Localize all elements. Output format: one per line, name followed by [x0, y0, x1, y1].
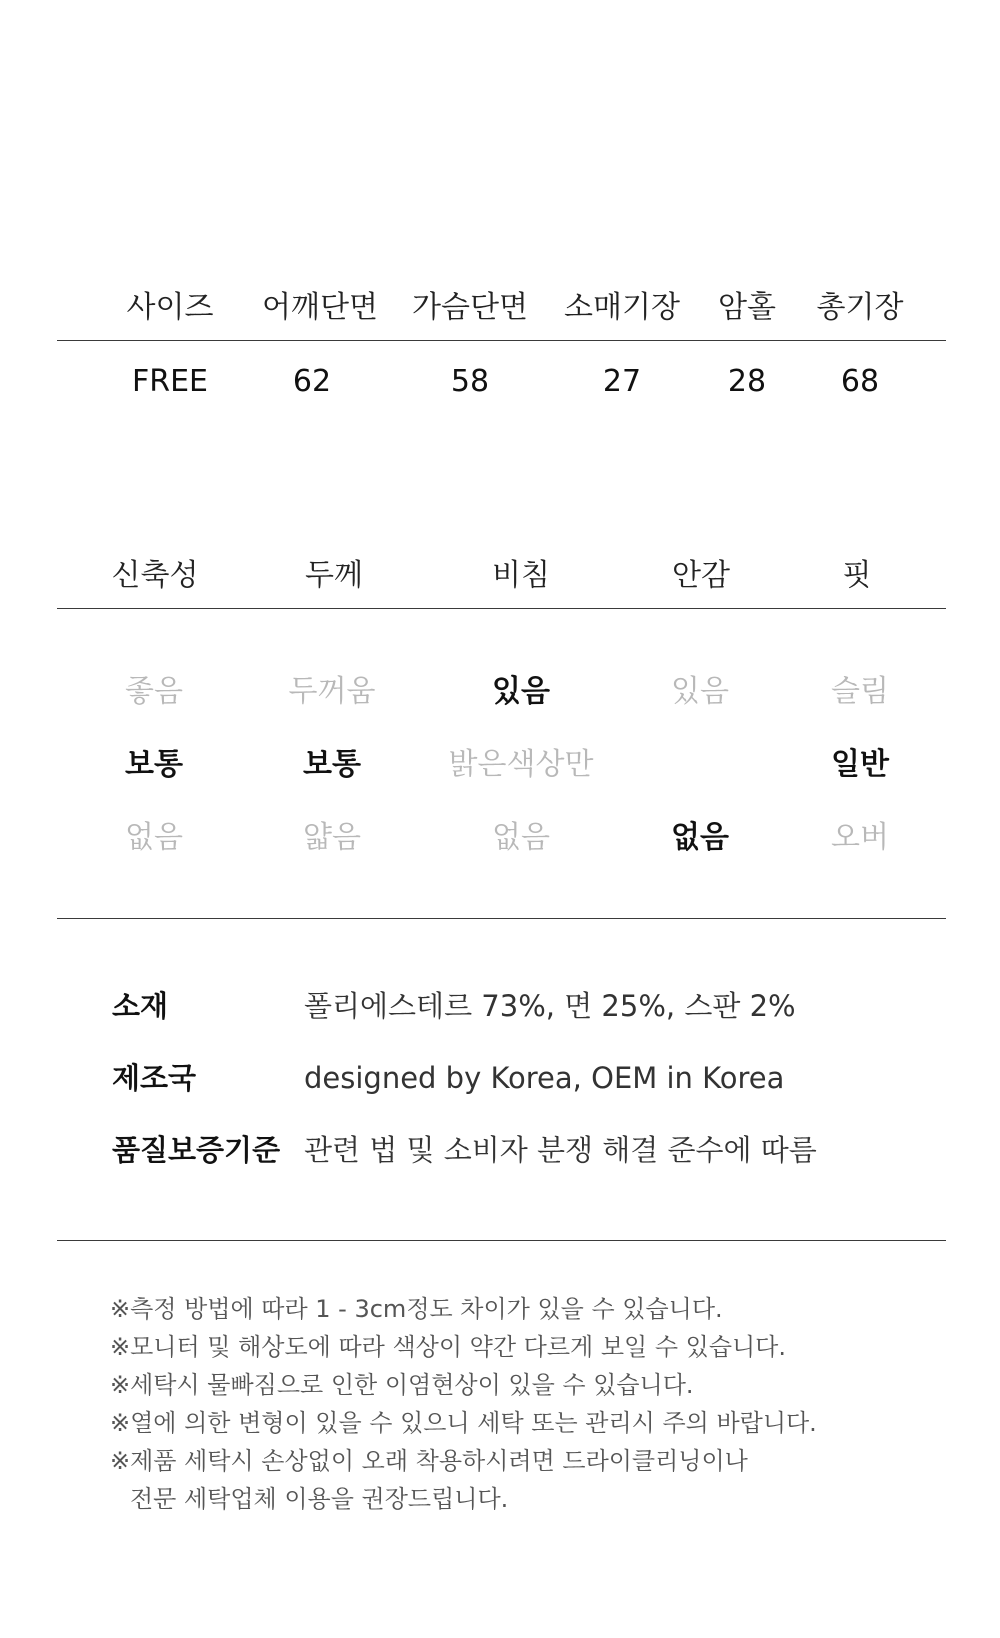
- prop-option: 보통: [125, 747, 183, 782]
- prop-option: 오버: [831, 820, 889, 855]
- prop-header-sheerness: 비침: [492, 558, 550, 593]
- prop-option: 보통: [303, 747, 361, 782]
- prop-header-stretch: 신축성: [111, 558, 199, 593]
- size-value-sleeve: 27: [602, 364, 642, 399]
- size-header-armhole: 암홀: [718, 290, 776, 325]
- info-label: 품질보증기준: [112, 1133, 281, 1167]
- prop-option: 일반: [831, 747, 889, 782]
- note-line: ※열에 의한 변형이 있을 수 있으니 세탁 또는 관리시 주의 바랍니다.: [110, 1409, 817, 1437]
- info-value: 관련 법 및 소비자 분쟁 해결 준수에 따름: [304, 1133, 817, 1167]
- prop-option: 밝은색상만: [448, 747, 594, 782]
- care-notes: [110, 1290, 930, 1518]
- size-header-sleeve: 소매기장: [564, 290, 680, 325]
- prop-option: 없음: [492, 820, 550, 855]
- size-table-row: [57, 354, 946, 410]
- properties-divider: [57, 918, 946, 919]
- prop-option: 있음: [492, 674, 550, 709]
- prop-option: 두꺼움: [288, 674, 376, 709]
- info-label: 제조국: [112, 1061, 197, 1095]
- note-line: ※세탁시 물빠짐으로 인한 이염현상이 있을 수 있습니다.: [110, 1371, 694, 1399]
- prop-option: 없음: [125, 820, 183, 855]
- note-line: 전문 세탁업체 이용을 권장드립니다.: [130, 1485, 509, 1513]
- note-line: ※모니터 및 해상도에 따라 색상이 약간 다르게 보일 수 있습니다.: [110, 1333, 786, 1361]
- info-value: designed by Korea, OEM in Korea: [304, 1061, 785, 1095]
- properties-header: [57, 548, 946, 604]
- prop-option: 좋음: [125, 674, 183, 709]
- prop-header-lining: 안감: [672, 558, 730, 593]
- info-label: 소재: [112, 989, 169, 1023]
- prop-option: 얇음: [303, 820, 361, 855]
- note-line: ※측정 방법에 따라 1 - 3cm정도 차이가 있을 수 있습니다.: [110, 1295, 723, 1323]
- size-header-shoulder: 어깨단면: [262, 290, 378, 325]
- properties-header-divider: [57, 608, 946, 609]
- size-header-chest: 가슴단면: [412, 290, 528, 325]
- size-value-armhole: 28: [727, 364, 767, 399]
- size-value-shoulder: 62: [292, 364, 332, 399]
- info-divider: [57, 1240, 946, 1241]
- size-value-chest: 58: [450, 364, 490, 399]
- prop-option: 있음: [671, 674, 729, 709]
- info-value: 폴리에스테르 73%, 면 25%, 스판 2%: [304, 989, 796, 1023]
- size-value-size: FREE: [131, 364, 209, 399]
- size-header-size: 사이즈: [126, 290, 214, 325]
- size-table-divider: [57, 340, 946, 341]
- prop-option: 없음: [671, 820, 729, 855]
- prop-header-fit: 핏: [842, 558, 872, 593]
- size-table: [57, 280, 946, 410]
- properties-grid: [57, 660, 946, 880]
- size-table-header: [57, 280, 946, 340]
- size-header-length: 총기장: [816, 290, 904, 325]
- prop-header-thickness: 두께: [305, 558, 363, 593]
- note-line: ※제품 세탁시 손상없이 오래 착용하시려면 드라이클리닝이나: [110, 1447, 748, 1475]
- prop-option: 슬림: [831, 674, 889, 709]
- size-value-length: 68: [840, 364, 880, 399]
